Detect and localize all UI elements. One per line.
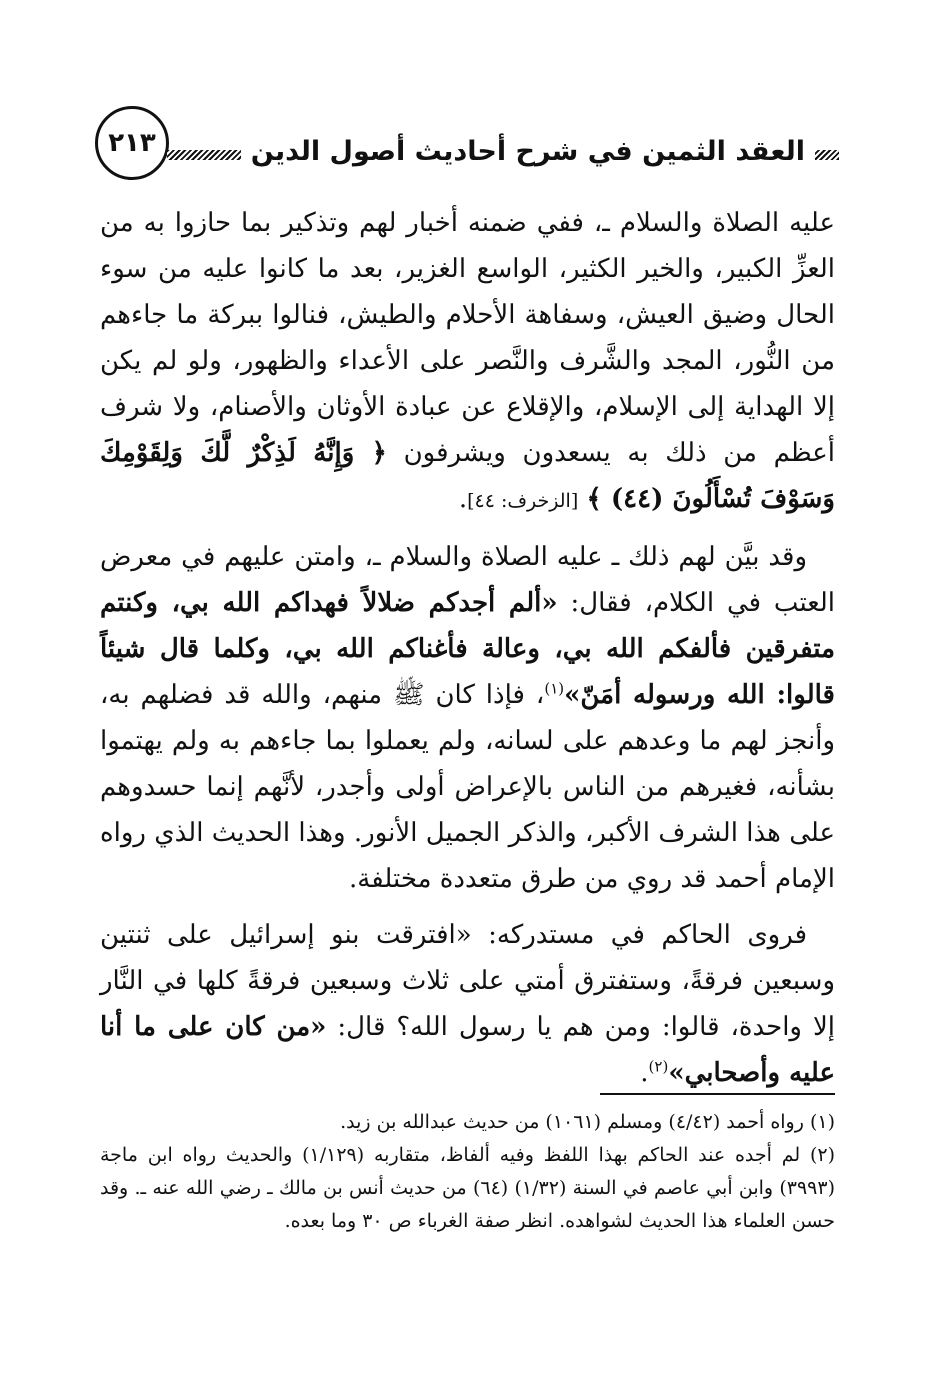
page-number-badge xyxy=(95,106,169,180)
paragraph-1-text: عليه الصلاة والسلام ـ، ففي ضمنه أخبار لهم وتذكير بما حازوا به من العزِّ الكبير، والخير الكثير، الواسع الغزير، بعد ما كانوا عليه من سوء الحال وضيق العيش، وسفاهة الأحلام والطيش، فنالوا ببركة ما جاءهم من النُّور، المجد والشَّرف والنَّصر على الأعداء والظهور، ولو لم يكن إلا الهداية إلى الإسلام، والإقلاع عن عبادة الأوثان والأصنام، ولا شرف أعظم من ذلك به يسعدون ويشرفون xyxy=(100,208,835,468)
hadith-quote-2: «من كان على ما أنا عليه وأصحابي» xyxy=(100,1012,835,1088)
paragraph-1 xyxy=(100,200,835,524)
paragraph-3 xyxy=(100,912,835,1096)
paragraph-2 xyxy=(100,534,835,902)
footnotes xyxy=(100,1106,835,1238)
quran-verse: ﴿ وَإِنَّهُ لَذِكْرٌ لَّكَ وَلِقَوْمِكَ وَسَوْفَ تُسْأَلُونَ (٤٤) ﴾ xyxy=(100,438,835,514)
page-number: ٢١٣ xyxy=(108,128,156,158)
verse-reference: [الزخرف: ٤٤] xyxy=(467,490,579,512)
footnote-separator xyxy=(600,1093,835,1095)
paragraph-3-text: فروى الحاكم في مستدركه: «افترقت بنو إسرائيل على ثنتين وسبعين فرقةً، وستفترق أمتي على ثلاث وسبعين فرقةً كلها في النَّار إلا واحدة، قالوا: ومن هم يا رسول الله؟ قال: xyxy=(100,920,836,1042)
hadith-quote-1: «ألم أجدكم ضلالاً فهداكم الله بي، وكنتم متفرقين فألفكم الله بي، وعالة فأغناكم الله بي، وكلما قال شيئاً قالوا: الله ورسوله أمَنّ» xyxy=(100,588,835,710)
page-header xyxy=(95,106,845,186)
paragraph-3-end: . xyxy=(640,1058,649,1088)
footnote-1: (١) رواه أحمد (٤/٤٢) ومسلم (١٠٦١) من حديث عبدالله بن زيد. xyxy=(340,1111,835,1133)
paragraph-2-text-b: ، فإذا كان ﷺ منهم، والله قد فضلهم به، وأنجز لهم ما وعدهم على لسانه، ولم يعملوا بما جاءهم به ولم يهتموا بشأنه، فغيرهم من الناس بالإعراض أولى وأجدر، لأنَّهم إنما حسدوهم على هذا الشرف الأكبر، والذكر الجميل الأنور. وهذا الحديث الذي رواه الإمام أحمد قد روي من طرق متعددة مختلفة. xyxy=(100,680,835,894)
main-text xyxy=(100,200,835,1106)
paragraph-1-end: . xyxy=(458,484,468,514)
paragraph-2-text-a: وقد بيَّن لهم ذلك ـ عليه الصلاة والسلام ـ، وامتن عليهم في معرض العتب في الكلام، فقال: xyxy=(100,542,835,618)
footnote-marker-1[interactable]: (١) xyxy=(544,679,565,698)
book-title: العقد الثمين في شرح أحاديث أصول الدين xyxy=(241,132,815,172)
footnote-marker-2[interactable]: (٢) xyxy=(648,1057,669,1076)
footnote-2: (٢) لم أجده عند الحاكم بهذا اللفظ وفيه ألفاظ، متقاربه (١/١٢٩) والحديث رواه ابن ماجة (٣٩٩٣) وابن أبي عاصم في السنة (١/٣٢) (٦٤) من حديث أنس بن مالك ـ رضي الله عنه ـ. وقد حسن العلماء هذا الحديث لشواهده. انظر صفة الغرباء ص ٣٠ وما بعده. xyxy=(100,1144,836,1232)
